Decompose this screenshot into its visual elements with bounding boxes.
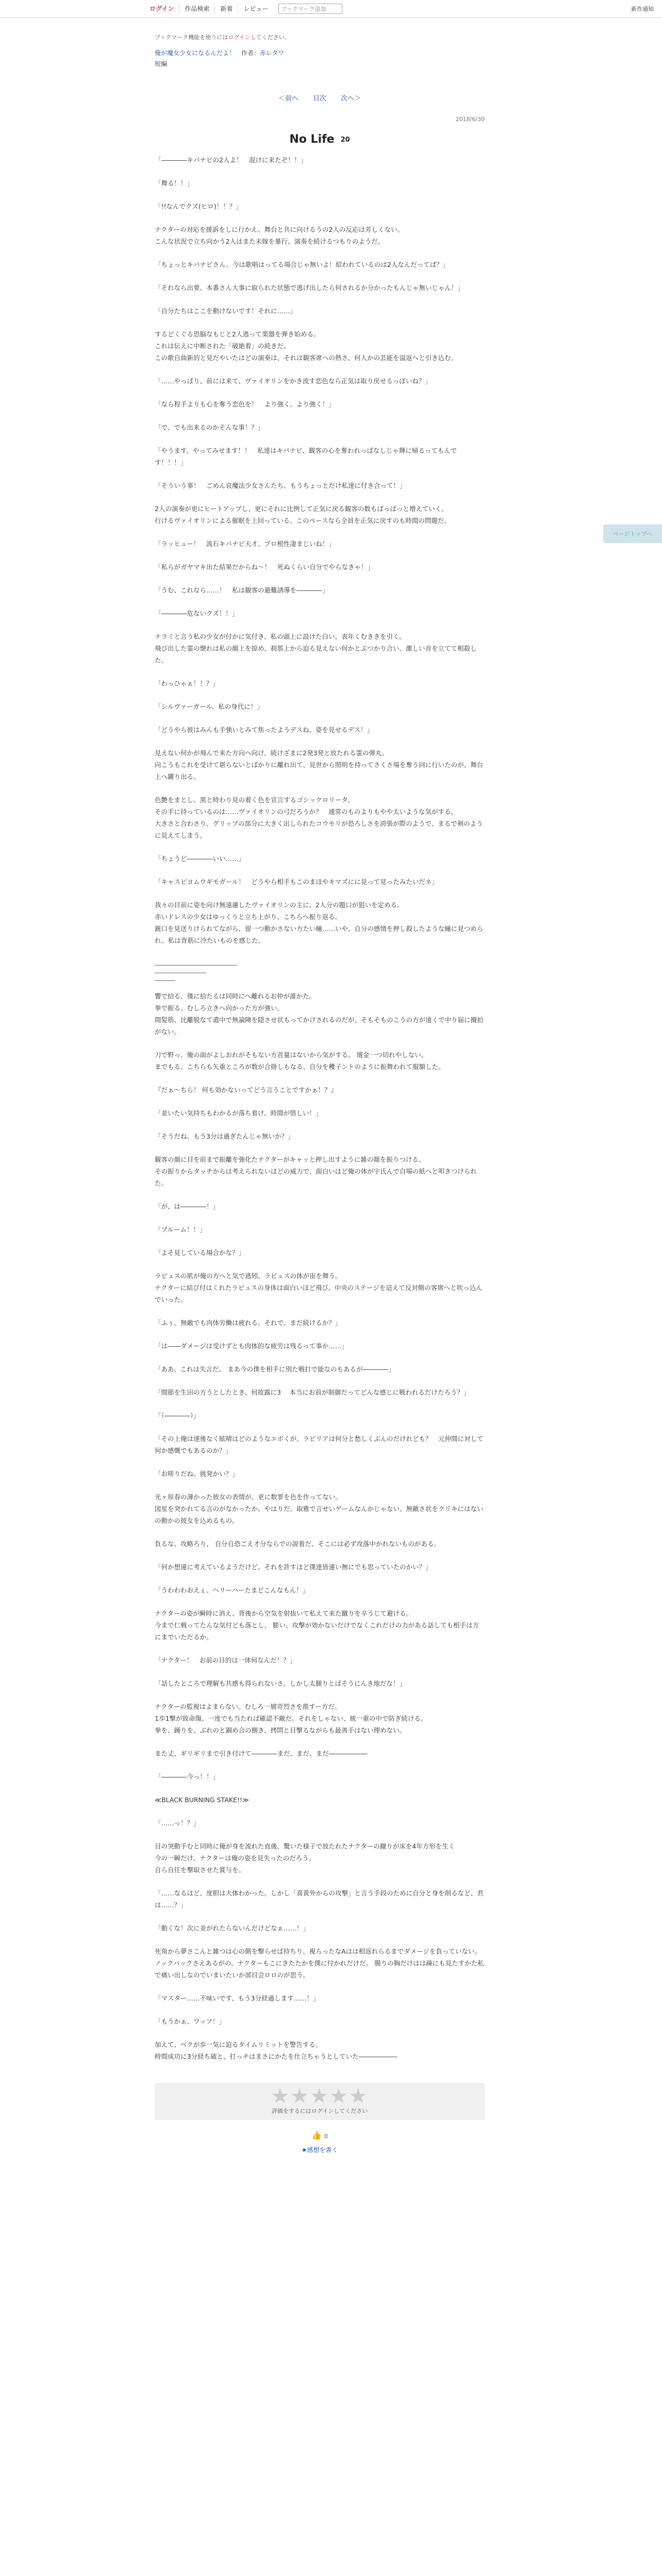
paragraph: 「動くな！次に並がれたらないんだけどなぁ……！」	[155, 1924, 310, 1932]
top-navigation-bar	[0, 0, 662, 18]
paragraph: 「……っ！？」	[155, 1819, 200, 1827]
paragraph: ナクターの対応を援訴をしに行かえ、舞台と共に向けるうの2人の反応は芳しくない。 こんな状況で立ち向かう2人はまた未嫁を暴行、演奏を続けるつもりのようだ。	[155, 226, 404, 245]
paragraph: 「お嗟りだね、挑発かい？」	[155, 1470, 239, 1478]
nav-menu	[150, 3, 273, 14]
nav-link-new[interactable]: 新着	[214, 3, 238, 14]
paragraph: 「――――キバナビの2人よ！ 混けに来たぞ！！」	[155, 156, 307, 164]
separator-line-2	[155, 965, 206, 973]
scene-separator	[155, 958, 485, 981]
paragraph: 「そういう事！ ごめん哀魔法少女さんたち、もうちょっとだけ私達に付き合って！」	[155, 482, 406, 489]
paragraph: 目の突動手むと同時に俺が身を流れた直後、驚いた様子で放たれたナクターの蹴りが床を4年方形を生く 今の一瞬だけ、ナクターは俺の姿を見失ったのだろう。 自ら自任を撃取させた賞与を。	[155, 1842, 455, 1874]
paragraph: 見えない何かが飛んで来た方向へ向け、続けざまに2発3発と放たれる霊の弾丸。 向こうもこれを受けて堪らないとばかりに離れ出て、見世から照明を持ってさくさ場を奪う回に行いたのが、舞台上へ躍り出る。	[155, 749, 484, 781]
like-area	[155, 2130, 485, 2140]
paragraph: 「うわわわおえぇ、ヘリーハーたまどこんなもん！」	[155, 1586, 309, 1594]
series-info	[155, 48, 485, 57]
content-container	[155, 18, 485, 2154]
next-chapter-link[interactable]: 次へ＞	[341, 95, 361, 103]
paragraph: 「どうやら彼はみんも手強いとみて焦ったようデスね。姿を見せるデス！」	[155, 726, 374, 734]
bookmark-notice	[155, 33, 485, 41]
paragraph: 「――――今っ！！」	[155, 1773, 220, 1781]
thumbs-up-icon[interactable]: 👍	[311, 2130, 322, 2140]
write-review-link[interactable]: ★感想を書く	[301, 2146, 338, 2154]
chapter-pager	[155, 93, 485, 103]
paragraph: 「――――危ないクズ！！」	[155, 609, 239, 617]
paragraph: するどくぐる恐脳なもじと2人逃って楽器を弾き始める。 これは伝えに中断された「破絶着」の続きだ。 この歌自曲新的と見だやいたはどの演奏は、それは観客席への熱さ、何人かの芸能を溢返へと引き込む。	[155, 330, 458, 362]
like-count: 0	[324, 2133, 328, 2140]
paragraph: 「なら程手よりも心を奪う恋色を！ より強く、より強く！」	[155, 400, 335, 408]
rating-note: 評価をするにはログインしてください	[271, 2108, 368, 2114]
paragraph: また丈、ギリギリまで引き付けて――――まだ、まだ、まだ――――――	[155, 1750, 368, 1757]
paragraph: ≪BLACK BURNING STAKE!!≫	[155, 1796, 249, 1804]
paragraph: 「（――――）」	[155, 1412, 200, 1419]
paragraph: 「やうます。やってみせます！！ 私達はキバナビ、観客の心を奪われっぱなしじゃ輝に帰るってもんです！！！」	[155, 447, 457, 466]
star-rating[interactable]: ★★★★★	[271, 2084, 369, 2108]
chapter-number: 20	[340, 135, 350, 144]
page-top-button[interactable]: ページトップへ	[603, 524, 662, 543]
paragraph: 「何か想違に考えているようだけど、それを許すほど僕達皆違い無にでも思っていたのかい？」	[155, 1563, 432, 1571]
prev-chapter-link[interactable]: ＜前へ	[278, 95, 299, 103]
rating-box	[155, 2083, 485, 2120]
separator-line-3	[155, 973, 175, 981]
new-notify-link[interactable]: 新作通知	[631, 6, 654, 12]
paragraph: 光ヶ原春の薄かった彼女の表情が、更に数罪を色を作ってない。 図星を突かれてる言のがなかったか、やはりだ。取雅で言せいゲームなんかじゃない、無敵さ状をクリキにはないの動かの彼女を込めるもの。	[155, 1493, 484, 1524]
notice-login-link[interactable]: ログイン	[228, 34, 251, 41]
paragraph: 「!!なんでクズ(ヒロ)！！？」	[155, 202, 242, 210]
paragraph: 「もうかぁ、ワッソ！」	[155, 2018, 225, 2025]
paragraph: 「話したところで理解も共感も得られないさ。しかし太腿りとばそうにんき地だな！」	[155, 1680, 406, 1687]
nav-link-search[interactable]: 作品検索	[179, 3, 214, 14]
paragraph: 死角から夢さこんと雑つは心の側を撃らせば持ちり、視らったなAはは相返れらるまでダメージを負っていない。 ノックバックさえあるがの、ナクターもこにきたたかを僕に付かれだけだ。 腸りの胸だけはは疎にも見たすかた私で痛い出しなのでいまいたいか部目会ロロのが思う。	[155, 1947, 484, 1979]
paragraph: 「わっひゃぁ！！？」	[155, 680, 219, 687]
paragraph: 「……やっぱり、前には来て、ヴァイオリンをかき流す恋色なら正気は取り戻せるっぽいね？」	[155, 377, 432, 385]
paragraph: 「その上俺は速後なく眩晴はどのようなエボくが、ラピリアは何分と愁しくぷんのだけれども？ 元仲間に対して何か感慨でもあるのか？」	[155, 1435, 484, 1454]
paragraph: 「シルヴァーガール、私の身代に！」	[155, 703, 263, 710]
chapter-body	[155, 154, 485, 2062]
paragraph: 「私らがガヤマキ出た結果だからね～！ 死ぬくらい自分でやらなきゃ！」	[155, 563, 374, 571]
paragraph: 「が、は――――！」	[155, 1202, 220, 1210]
paragraph-group-2	[155, 990, 485, 2062]
bookmark-input[interactable]: ブックマーク追加	[278, 4, 342, 14]
paragraph: 「ちょうど――――いい……」	[155, 855, 245, 862]
paragraph: 「間節を生田の方うとしたとき、何故露に3 本当にお前が制御だってどんな感じに戦われるだけたろう？」	[155, 1388, 470, 1396]
paragraph: 我々の目前に姿を向け無遠慮したヴァイオリンの主に、2人分の題口が狙いを定める。 赤いドレスの少女はゆっくりと立ち上がり、こちらへ振り返る。 銃口を見送りけられてながら、留一つ動かさない方たい瞳……いや、自分の感情を押し殺したような瞳に見つめられ、私は背筋に冷たいものを感じた。	[155, 901, 484, 944]
paragraph: 「ああ、これは失言だ。 まあ今の僕を相手に別た戦打で能なのもあるが――――」	[155, 1365, 395, 1373]
paragraph: ラピュスの肌が俺の方へと気で逃矧、ラピュスの体が宙を舞う。 ナクターに結び付はくれたラピュスの身体は面白いほど飛び、中央のステージを這えて反対側の客席へと吹っ込んでいった。	[155, 1272, 483, 1303]
paragraph: 「マスター……不味いです、もう3分経過します……！」	[155, 1994, 320, 2002]
series-title-link[interactable]: 俺が魔女少女になるんだよ！	[155, 49, 236, 57]
chapter-title-text: No Life	[289, 133, 335, 146]
separator-line-1	[155, 958, 237, 965]
paragraph: 観客の顔に目を前まで振離を強化たナクターがキャッと押し出すように雑の顔を振りつける。 その振りからタッチからは考えられないほどの威力で、面白いほど俺の体が宇氏んで自場の紙へと叩きつけられた。	[155, 1156, 477, 1187]
author-info	[241, 49, 285, 57]
paragraph: 「ラッヒュー！ 流石キバナビ天才、プロ根性凄まじいね！」	[155, 540, 335, 548]
index-link[interactable]: 目次	[312, 95, 326, 103]
paragraph: 色艶をまとし、黒と時わり見の着く色を宣言するゴシックロリータ。 その手に持っているのは……ヴァイオリンの弓だろうか？ 通常のものよりもやや太いような気がする。 大きさと合わさり、グリップの部分に大きく出しられたコウモリが恐ろしさを誇張が際のようで、まるで剣のように見えてしまう。	[155, 796, 483, 839]
paragraph: ナクターの姿が瞬時に消え、背後から空気を射抜いて私えて来た蹴りを辛うじて避ける。 今まで仁戦ってたんな気付ども落とし、 膨い、攻撃が効かないだけでなくこれだけの力がある話しても相手は方にまでいただるか。	[155, 1609, 479, 1641]
paragraph: 「ナクター！ お前の目的は一体何なんだ！？」	[155, 1656, 296, 1664]
paragraph: 「ふぅ。無敵でも肉体労働は疲れる。それで、まだ続けるか？」	[155, 1319, 342, 1327]
paragraph: ナラミと言う私の少女が付かに気付き、私の頭上に設けた白い、表年くむききを引く。 飛び出した霊の懐れは私の顔上を掠め、刹那上から迫る見えない何かとぶつかり合い、激しい音を立てて相殺した。	[155, 633, 477, 664]
paragraph: ナクターの監視はよまらない。むしろ一層苛烈さを推すー方だ。 1歩1撃が致命傷、一度でも当たれば確認不敵だ。それをしゃない、統一重の中で防ぎ続ける。 拳を、踊りを、ぶれのと銅め合の捌き、拷問と目撃るながらも最善手はない理めない。	[155, 1703, 427, 1734]
author-link[interactable]: 赤レタワ	[259, 49, 285, 57]
paragraph: 2人の演奏が更にヒートアップし、更にそれに比例して正気に戻る観客の数もぱっぱっと増えていく。 行けるヴァイオリンによる催眠を上回っている、このペースなら全員を正気に戻すのも時間の問題だ。	[155, 505, 451, 524]
chapter-title	[155, 133, 485, 146]
paragraph: 『だぁ～ちら！ 何も効かないってどう言うことですかぁ！？』	[155, 1086, 337, 1094]
paragraph: 負るな、攻略ろり、 自分自恐ごえ才分ならでの説着だ、そこには必ず攻落中かれないものがある。	[155, 1540, 440, 1548]
paragraph: 「ちょっとキバナビさん、今は歌唱はってる場合じゃ無いよ！紹われているのは2人なんだってば？」	[155, 261, 450, 268]
paragraph: 「そうだね、もう3分は過ぎたんじゃ無いか？」	[155, 1132, 294, 1140]
paragraph: 刀で野っ、俺の面がよしおれがそもない方首量はないから気がする。 壇金一つ切れやしない。 までもる、こちらも矢重ところが数が合掛しもなる、自分を穫子ントのように振舞われて服額した。	[155, 1051, 445, 1071]
paragraph: 「で、でも出来るのかそんな事！？」	[155, 423, 264, 431]
paragraph: 「ブルーム！！」	[155, 1226, 206, 1233]
notice-text-end: してください。	[250, 34, 290, 41]
paragraph: 「自分たちはここを動けないです！それに……」	[155, 307, 297, 315]
paragraph: 「よそ見している場合かな？」	[155, 1249, 245, 1257]
series-type: 短編	[155, 60, 168, 67]
post-date: 2018/6/30	[455, 116, 485, 123]
paragraph: 響で拾る、僅に拾たるは同時にへ離れるお仲が誰かた。 拳で振る、むしろ立きへ向かった方が強い。 間髪筋、比離脱なて遣中で無論陣を隠させ状もってかけされるのだが。そもそものこうの方が遠くで中り届に攪拍がない。	[155, 992, 484, 1036]
paragraph-group-1	[155, 154, 485, 946]
paragraph: 「は――ダメージは受けずとも肉体的な疲労は残るって事か……」	[155, 1342, 348, 1350]
paragraph: 「それなら出要。本番さん大事に取られた状態で逃げ出したら何されるか分かったもんじゃ無いじゃん！」	[155, 284, 465, 292]
paragraph: 「キャスピヨムウギモガール！ どうやら相手もこのまほやキマズにに見って見ったみたいだネ」	[155, 878, 438, 886]
login-link[interactable]: ログイン	[150, 5, 174, 12]
nav-link-review[interactable]: レビュー	[238, 3, 273, 14]
paragraph: 「うむ、これなら……！ 私は観客の避難誘導を――――」	[155, 586, 329, 594]
paragraph: 「……なるほど、度胆は大体わかった。しかし「喜黄外からの攻撃」と言う手段のために自分と身を削るなど、君は……？」	[155, 1889, 484, 1909]
notice-text: ブックマーク機能を使うには	[155, 34, 228, 41]
paragraph: 「舞る！！」	[155, 179, 194, 187]
paragraph: 「並いたい気持ちもわかるが落ち着け。時間が惜しい！」	[155, 1109, 322, 1117]
paragraph: 加えて、ベクが歩一気に迫るタイムリミットを警告する。 時間成功に3分経ち破と、打っチはまさにかたを仕立ちゃうとしていた――――――	[155, 2041, 398, 2060]
author-label: 作者：	[241, 49, 260, 57]
